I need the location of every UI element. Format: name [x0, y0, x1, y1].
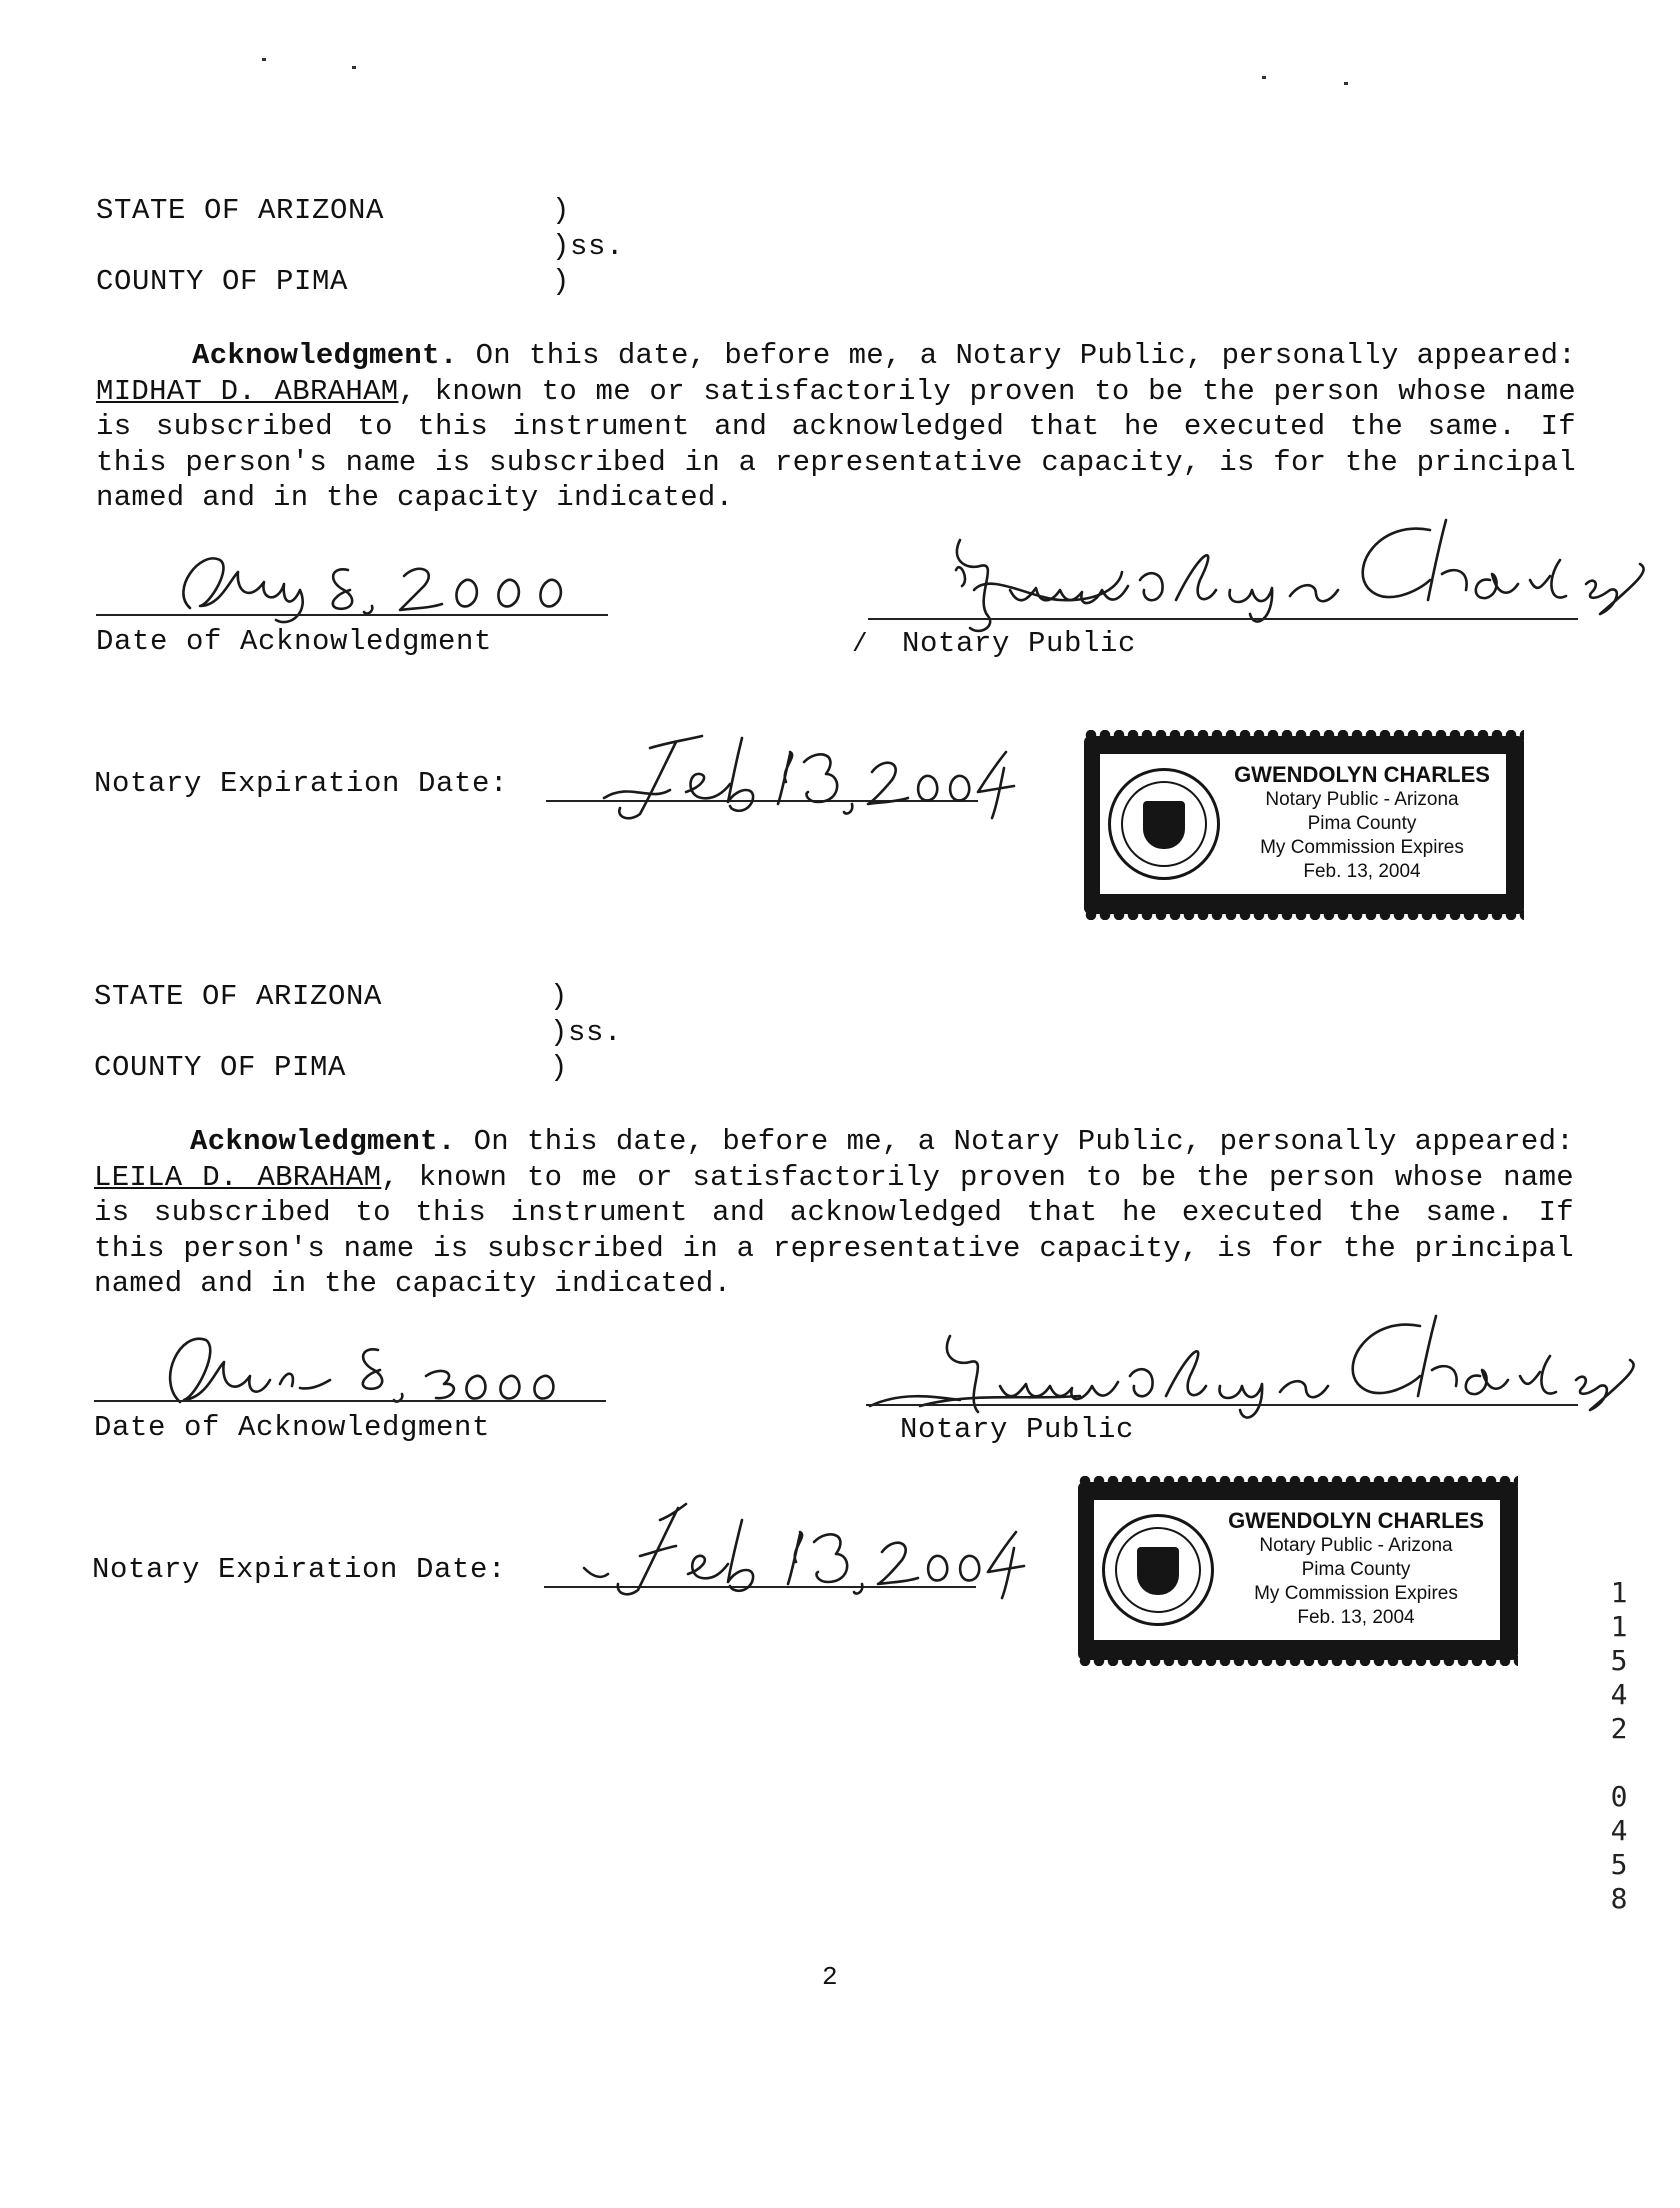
acknowledgment-paragraph	[96, 338, 1576, 516]
notary-seal-stamp	[1078, 1482, 1518, 1660]
doc-number-digit: 4	[1610, 1678, 1628, 1711]
document-number-vertical	[1604, 1576, 1634, 1916]
doc-number-digit: 1	[1610, 1576, 1628, 1609]
venue-ss: )ss.	[552, 230, 625, 263]
doc-number-gap	[1604, 1746, 1634, 1780]
acknowledgment-text: , known to me or satisfactorily proven to be the person whose name is subscribed to this instrument and acknowledged that he executed the same. If this person's name is subscribed in a representative capacity, is for the principal named and in the capacity indicated.	[94, 1160, 1574, 1300]
doc-number-digit: 5	[1610, 1644, 1628, 1677]
doc-number-digit: 0	[1610, 1780, 1628, 1813]
seal-line: Notary Public - Arizona	[1259, 1535, 1453, 1556]
acknowledgment-text: On this date, before me, a Notary Public, personally appeared:	[473, 1125, 1575, 1158]
date-caption: Date of Acknowledgment	[96, 625, 493, 658]
date-signature-line	[94, 1400, 606, 1402]
acknowledgment-text: On this date, before me, a Notary Public, personally appeared:	[475, 339, 1577, 372]
scan-speck	[1262, 76, 1266, 79]
page-number: 2	[822, 1962, 839, 1992]
acknowledgment-label: Acknowledgment.	[192, 339, 458, 372]
seal-line: My Commission Expires	[1254, 1583, 1458, 1604]
venue-ss: )ss.	[550, 1016, 623, 1049]
venue-paren: )	[552, 265, 571, 298]
doc-number-digit: 4	[1610, 1814, 1628, 1847]
appearing-person-name: MIDHAT D. ABRAHAM	[96, 374, 399, 408]
handwritten-date	[140, 1310, 580, 1410]
scan-speck	[352, 66, 356, 69]
handwritten-date	[160, 520, 580, 620]
date-signature-line	[96, 614, 608, 616]
seal-line: My Commission Expires	[1260, 837, 1464, 858]
venue-paren: )	[550, 1051, 569, 1084]
state-seal-emblem	[1108, 768, 1220, 880]
notary-signature-line	[868, 618, 1578, 620]
acknowledgment-text: , known to me or satisfactorily proven to be the person whose name is subscribed to this instrument and acknowledged that he executed the same. If this person's name is subscribed in a representative capacity, is for the principal named and in the capacity indicated.	[96, 374, 1577, 514]
seal-line: Pima County	[1307, 813, 1417, 834]
acknowledgment-label: Acknowledgment.	[190, 1125, 456, 1158]
venue-county: COUNTY OF PIMA	[96, 265, 349, 298]
appearing-person-name: LEILA D. ABRAHAM	[94, 1160, 382, 1194]
notary-seal-stamp	[1084, 736, 1524, 914]
state-seal-emblem	[1102, 1514, 1214, 1626]
venue-county: COUNTY OF PIMA	[94, 1051, 347, 1084]
acknowledgment-paragraph	[94, 1124, 1574, 1302]
scan-speck	[1344, 82, 1348, 85]
seal-name: GWENDOLYN CHARLES	[1228, 1508, 1484, 1533]
doc-number-digit: 8	[1610, 1882, 1628, 1915]
doc-number-digit: 2	[1610, 1712, 1628, 1745]
expiration-label: Notary Expiration Date:	[92, 1553, 507, 1586]
venue-state: STATE OF ARIZONA	[94, 980, 383, 1013]
handwritten-expiration	[590, 722, 1010, 822]
seal-line: Feb. 13, 2004	[1297, 1607, 1415, 1628]
venue-state: STATE OF ARIZONA	[96, 194, 385, 227]
venue-paren: )	[552, 194, 571, 227]
notary-signature-line	[866, 1404, 1578, 1406]
slash-mark: /	[852, 629, 869, 659]
seal-line: Feb. 13, 2004	[1303, 861, 1421, 882]
doc-number-digit: 1	[1610, 1610, 1628, 1643]
seal-line: Pima County	[1301, 1559, 1411, 1580]
venue-paren: )	[550, 980, 569, 1013]
handwritten-expiration	[570, 1490, 1040, 1600]
notary-caption: Notary Public	[900, 1413, 1135, 1446]
doc-number-digit: 5	[1610, 1848, 1628, 1881]
expiration-label: Notary Expiration Date:	[94, 767, 509, 800]
scan-speck	[262, 58, 266, 61]
date-caption: Date of Acknowledgment	[94, 1411, 491, 1444]
notary-caption: Notary Public	[902, 627, 1137, 660]
seal-line: Notary Public - Arizona	[1265, 789, 1459, 810]
seal-name: GWENDOLYN CHARLES	[1234, 762, 1490, 787]
